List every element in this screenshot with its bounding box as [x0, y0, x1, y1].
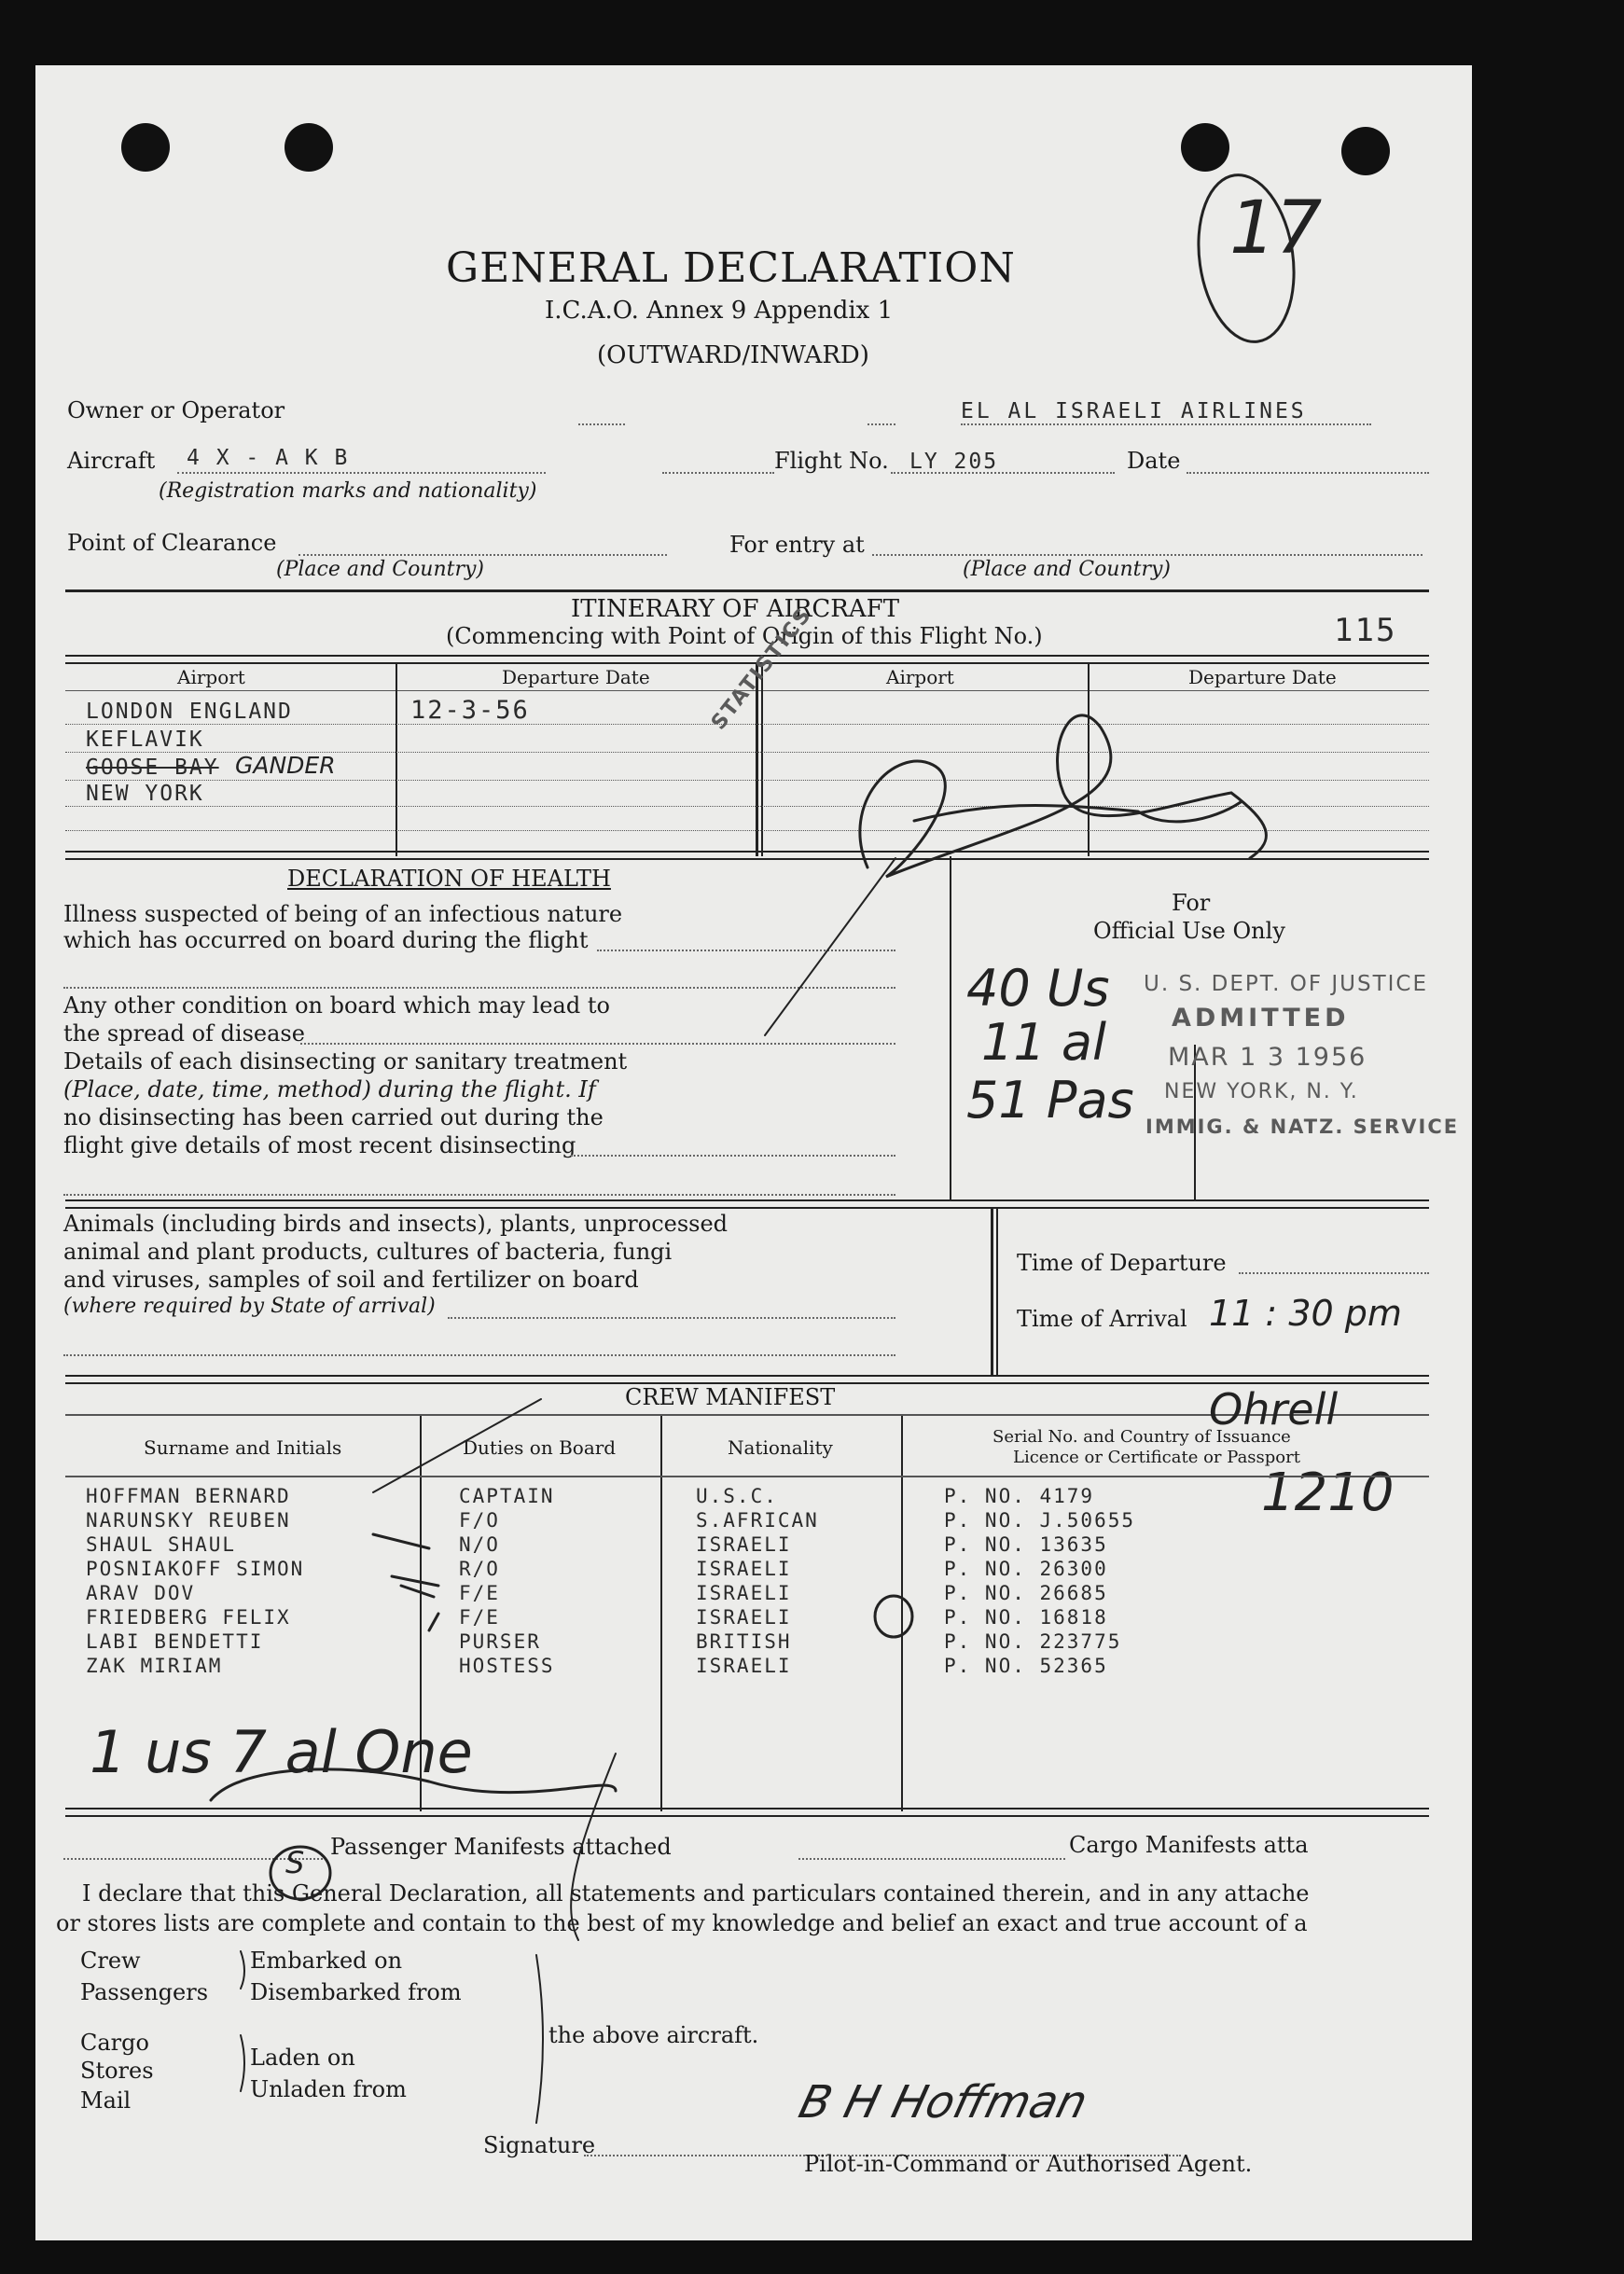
crew-serial: P. NO. 223775 [944, 1630, 1122, 1653]
disembarked-word: Disembarked from [250, 1979, 462, 2005]
official-count: 11 al [981, 1013, 1106, 1072]
official-count: 51 Pas [966, 1071, 1134, 1130]
statistics-stamp: STATISTICS [707, 603, 817, 735]
arrival-label: Time of Arrival [1017, 1306, 1187, 1332]
crew-nationality: ISRAELI [696, 1606, 792, 1629]
health-line: flight give details of most recent disinsecting [63, 1132, 576, 1158]
declaration-line: or stores lists are complete and contain to the best of my knowledge and belief an exact and true account of a [56, 1910, 1308, 1936]
crew-name: POSNIAKOFF SIMON [86, 1558, 305, 1580]
crew-title: CREW MANIFEST [625, 1384, 836, 1410]
crew-duty: F/E [459, 1606, 500, 1629]
col-nationality: Nationality [728, 1436, 833, 1459]
crew-hand-note: 1210 [1261, 1463, 1395, 1523]
embarked-word: Embarked on [250, 1948, 403, 1974]
crew-duty: F/O [459, 1509, 500, 1532]
crew-nationality: ISRAELI [696, 1533, 792, 1556]
aircraft-value: 4 X - A K B [187, 446, 350, 470]
stores-word: Stores [80, 2058, 154, 2084]
crew-serial: P. NO. 4179 [944, 1485, 1095, 1507]
health-line: (Place, date, time, method) during the flight. If [63, 1076, 596, 1102]
crew-nationality: U.S.C. [696, 1485, 778, 1507]
document-title: GENERAL DECLARATION [446, 244, 1016, 292]
crew-nationality: ISRAELI [696, 1655, 792, 1677]
official-for: For [1172, 890, 1211, 916]
crew-name: NARUNSKY REUBEN [86, 1509, 291, 1532]
crew-name: ARAV DOV [86, 1582, 196, 1604]
crew-hand-note: Ohrell [1209, 1384, 1339, 1435]
animals-line: animal and plant products, cultures of bacteria, fungi [63, 1239, 673, 1265]
crew-duty: N/O [459, 1533, 500, 1556]
laden-word: Laden on [250, 2045, 355, 2071]
signature-label: Signature [483, 2132, 596, 2158]
cargo-manifests: Cargo Manifests atta [1069, 1832, 1309, 1858]
flight-value: LY 205 [909, 450, 999, 474]
crew-serial: P. NO. J.50655 [944, 1509, 1136, 1532]
above-aircraft: the above aircraft. [548, 2022, 759, 2048]
crew-serial: P. NO. 52365 [944, 1655, 1108, 1677]
health-line: Any other condition on board which may lead to [63, 992, 610, 1019]
cargo-word: Cargo [80, 2030, 149, 2056]
admitted-stamp: IMMIG. & NATZ. SERVICE [1145, 1116, 1460, 1138]
departure-label: Time of Departure [1017, 1250, 1227, 1276]
official-use: Official Use Only [1093, 918, 1285, 944]
itinerary-subtitle: (Commencing with Point of Origin of this Flight No.) [446, 623, 1043, 649]
crew-serial: P. NO. 26685 [944, 1582, 1108, 1604]
clearance-label: Point of Clearance [67, 530, 277, 556]
health-line: Illness suspected of being of an infectious nature [63, 901, 623, 927]
crew-name: ZAK MIRIAM [86, 1655, 223, 1677]
health-line: no disinsecting has been carried out during the [63, 1104, 604, 1130]
passenger-manifests: Passenger Manifests attached [330, 1834, 672, 1860]
health-line: which has occurred on board during the flight [63, 927, 589, 953]
pilot-signature: B H Hoffman [794, 2076, 1093, 2128]
entry-label: For entry at [729, 532, 865, 558]
crew-serial: P. NO. 26300 [944, 1558, 1108, 1580]
mail-word: Mail [80, 2087, 132, 2114]
animals-line: Animals (including birds and insects), plants, unprocessed [63, 1211, 729, 1237]
aircraft-note: (Registration marks and nationality) [159, 479, 537, 503]
crew-duty: HOSTESS [459, 1655, 555, 1677]
crew-name: HOFFMAN BERNARD [86, 1485, 291, 1507]
health-line: the spread of disease [63, 1020, 305, 1047]
itinerary-row: NEW YORK [86, 782, 204, 806]
admitted-stamp: NEW YORK, N. Y. [1164, 1080, 1359, 1103]
arrival-value: 11 : 30 pm [1209, 1293, 1402, 1334]
unladen-word: Unladen from [250, 2076, 407, 2102]
itinerary-date: 12-3-56 [410, 696, 530, 725]
itinerary-row: LONDON ENGLAND [86, 700, 293, 724]
official-count: 40 Us [966, 959, 1110, 1018]
crew-name: SHAUL SHAUL [86, 1533, 237, 1556]
crew-hand-total: 1 us 7 al One [90, 1718, 473, 1786]
col-departure: Departure Date [502, 666, 650, 688]
passengers-word: Passengers [80, 1979, 209, 2005]
col-departure-2: Departure Date [1188, 666, 1337, 688]
owner-value: EL AL ISRAELI AIRLINES [961, 399, 1307, 423]
itinerary-hand: GANDER [235, 752, 336, 779]
itinerary-title: ITINERARY OF AIRCRAFT [571, 595, 900, 623]
flight-label: Flight No. [774, 448, 889, 474]
crew-duty: CAPTAIN [459, 1485, 555, 1507]
animals-line: and viruses, samples of soil and fertilizer on board [63, 1267, 639, 1293]
direction-label: (OUTWARD/INWARD) [597, 341, 869, 369]
crew-duty: F/E [459, 1582, 500, 1604]
col-name: Surname and Initials [144, 1436, 342, 1459]
col-serial: Licence or Certificate or Passport [1013, 1448, 1300, 1467]
itinerary-row: KEFLAVIK [86, 728, 204, 752]
page-mark: 17 [1229, 187, 1323, 270]
admitted-stamp: MAR 1 3 1956 [1168, 1043, 1367, 1072]
document-subtitle: I.C.A.O. Annex 9 Appendix 1 [545, 297, 894, 325]
aircraft-label: Aircraft [67, 448, 156, 474]
admitted-stamp: U. S. DEPT. OF JUSTICE [1144, 972, 1429, 996]
crew-name: LABI BENDETTI [86, 1630, 264, 1653]
crew-duty: R/O [459, 1558, 500, 1580]
health-line: Details of each disinsecting or sanitary treatment [63, 1048, 628, 1075]
crew-nationality: BRITISH [696, 1630, 792, 1653]
owner-label: Owner or Operator [67, 397, 285, 423]
col-airport: Airport [177, 666, 245, 688]
crew-nationality: S.AFRICAN [696, 1509, 819, 1532]
manifest-circle-mark: S [285, 1845, 305, 1880]
crew-name: FRIEDBERG FELIX [86, 1606, 291, 1629]
itinerary-row: GOOSE BAY [86, 756, 219, 780]
entry-note: (Place and Country) [963, 558, 1172, 581]
declaration-line: I declare that this General Declaration, all statements and particulars contained therein, and in any attache [82, 1880, 1310, 1907]
itinerary-number: 115 [1334, 612, 1397, 649]
health-title: DECLARATION OF HEALTH [287, 866, 611, 892]
pilot-label: Pilot-in-Command or Authorised Agent. [804, 2151, 1253, 2177]
col-airport-2: Airport [886, 666, 954, 688]
col-serial: Serial No. and Country of Issuance [992, 1427, 1291, 1447]
crew-word: Crew [80, 1948, 141, 1974]
crew-nationality: ISRAELI [696, 1582, 792, 1604]
clearance-note: (Place and Country) [276, 558, 485, 581]
col-duty: Duties on Board [463, 1436, 617, 1459]
crew-duty: PURSER [459, 1630, 541, 1653]
admitted-stamp: ADMITTED [1172, 1004, 1350, 1033]
date-label: Date [1127, 448, 1181, 474]
crew-nationality: ISRAELI [696, 1558, 792, 1580]
crew-serial: P. NO. 13635 [944, 1533, 1108, 1556]
crew-serial: P. NO. 16818 [944, 1606, 1108, 1629]
animals-line: (where required by State of arrival) [63, 1295, 436, 1318]
